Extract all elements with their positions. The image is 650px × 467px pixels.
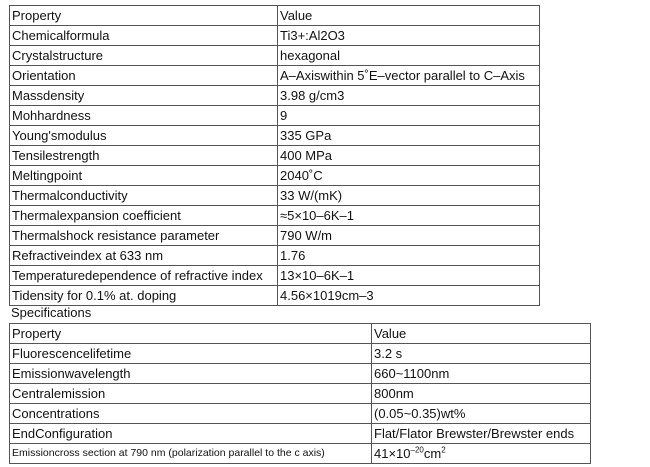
table-row (10, 106, 540, 126)
table-row (10, 66, 540, 86)
cell-value: 3.2 s (372, 344, 591, 364)
value-unit-exponent: 2 (441, 445, 446, 455)
cell-value: 335 GPa (278, 126, 540, 146)
cell-value: hexagonal (278, 46, 540, 66)
cell-property: Centralemission (10, 384, 372, 404)
cell-property: Chemicalformula (10, 26, 278, 46)
table-row (10, 166, 540, 186)
table-row (10, 126, 540, 146)
cell-value: 660~1100nm (372, 364, 591, 384)
cell-property: Concentrations (10, 404, 372, 424)
cell-value: 1.76 (278, 246, 540, 266)
table-row (10, 286, 540, 306)
table-row (10, 266, 540, 286)
table-row (10, 186, 540, 206)
value-unit: cm (423, 446, 442, 461)
table-row (10, 226, 540, 246)
cell-value: A–Axiswithin 5˚E–vector parallel to C–Axis (278, 66, 540, 86)
table-row (10, 86, 540, 106)
header-cell-value: Value (372, 324, 591, 344)
value-exponent: –20 (410, 445, 424, 455)
cell-value: 9 (278, 106, 540, 126)
cell-value (372, 444, 591, 464)
cell-property: Tidensity for 0.1% at. doping (10, 286, 278, 306)
cell-property: Thermalconductivity (10, 186, 278, 206)
table-row (10, 206, 540, 226)
cell-value: Ti3+:Al2O3 (278, 26, 540, 46)
specifications-table (9, 323, 591, 464)
header-cell-property: Property (10, 6, 278, 26)
cell-property: Massdensity (10, 86, 278, 106)
properties-table (9, 5, 540, 306)
cell-value: 13×10–6K–1 (278, 266, 540, 286)
cell-value: 33 W/(mK) (278, 186, 540, 206)
table-row (10, 384, 591, 404)
header-cell-value: Value (278, 6, 540, 26)
cell-value: Flat/Flator Brewster/Brewster ends (372, 424, 591, 444)
table-header-row (10, 324, 591, 344)
cell-value: 4.56×1019cm–3 (278, 286, 540, 306)
cell-property: Orientation (10, 66, 278, 86)
table-row (10, 26, 540, 46)
cell-value: 400 MPa (278, 146, 540, 166)
cell-value: (0.05~0.35)wt% (372, 404, 591, 424)
cell-value: 800nm (372, 384, 591, 404)
specifications-table-body (10, 324, 591, 444)
cell-value: 3.98 g/cm3 (278, 86, 540, 106)
table-row (10, 404, 591, 424)
table-row (10, 364, 591, 384)
cell-value: 2040˚C (278, 166, 540, 186)
cell-property: Fluorescencelifetime (10, 344, 372, 364)
cell-property: Emissioncross section at 790 nm (polarization parallel to the c axis) (10, 444, 372, 464)
table-row (10, 246, 540, 266)
table-row (10, 46, 540, 66)
header-cell-property: Property (10, 324, 372, 344)
cell-property: Thermalshock resistance parameter (10, 226, 278, 246)
value-base: 41×10 (374, 446, 411, 461)
cell-value: 790 W/m (278, 226, 540, 246)
cell-property: Tensilestrength (10, 146, 278, 166)
cell-property: Refractiveindex at 633 nm (10, 246, 278, 266)
cell-property: Crystalstructure (10, 46, 278, 66)
specifications-table-last (10, 444, 591, 464)
table-row (10, 146, 540, 166)
cell-property: Meltingpoint (10, 166, 278, 186)
cell-property: Young'smodulus (10, 126, 278, 146)
table-row (10, 444, 591, 464)
cell-property: Temperaturedependence of refractive index (10, 266, 278, 286)
cell-value: ≈5×10–6K–1 (278, 206, 540, 226)
cell-property: Emissionwavelength (10, 364, 372, 384)
table-row (10, 344, 591, 364)
properties-table-body (10, 6, 540, 306)
cell-property: Thermalexpansion coefficient (10, 206, 278, 226)
specifications-heading: Specifications (11, 305, 92, 320)
cell-property: Mohhardness (10, 106, 278, 126)
cell-property: EndConfiguration (10, 424, 372, 444)
table-row (10, 424, 591, 444)
table-header-row (10, 6, 540, 26)
